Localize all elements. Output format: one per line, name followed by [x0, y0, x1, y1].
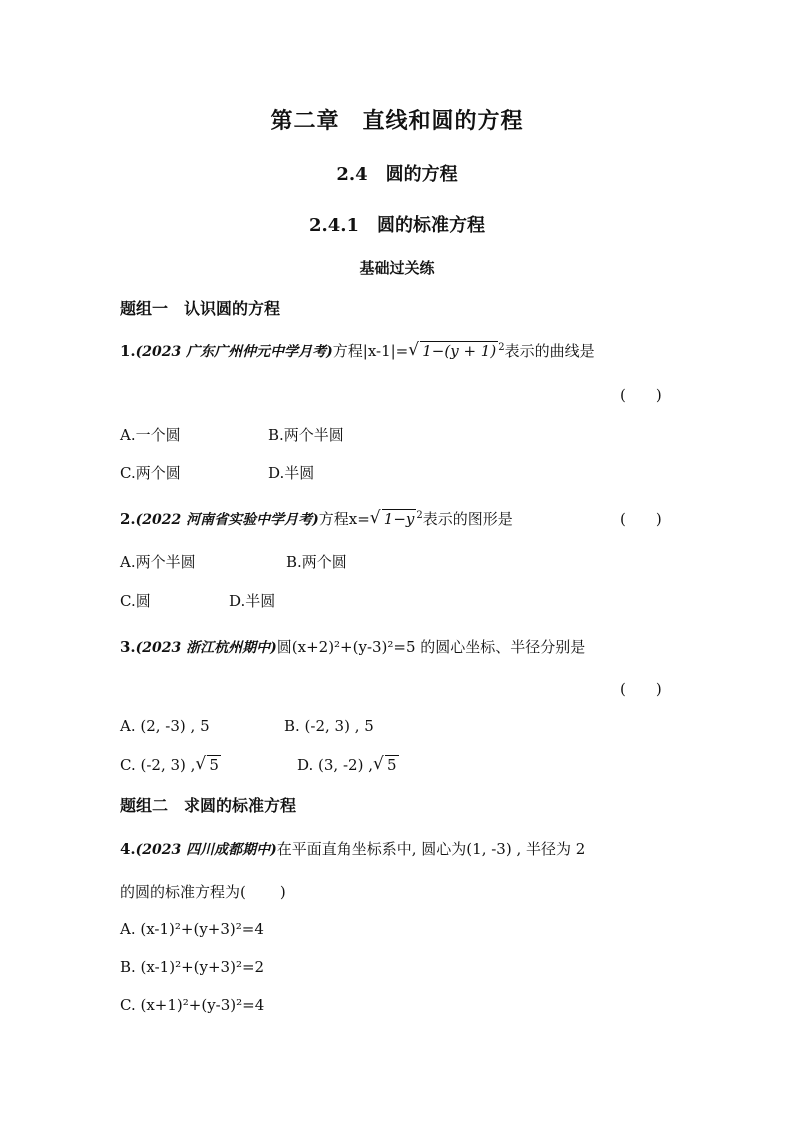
q2-option-d: D.半圆 — [229, 592, 276, 610]
question-3 — [120, 636, 585, 657]
q4-text-2b: ) — [279, 883, 286, 901]
q2-post: 表示的图形是 — [422, 510, 513, 528]
q1-option-b: B.两个半圆 — [268, 426, 344, 444]
q4-text-2: 的圆的标准方程为( — [120, 883, 246, 901]
q3-option-c — [120, 756, 221, 774]
q2-option-a: A.两个半圆 — [120, 553, 196, 571]
q2-radicand: 1−y — [383, 510, 415, 528]
q4-option-c: C. (x+1)²+(y-3)²=4 — [120, 996, 265, 1014]
q1-radicand: 1−(y + 1) — [422, 342, 497, 360]
q1-post: 表示的曲线是 — [504, 342, 595, 360]
q3-number: 3. — [120, 638, 136, 656]
chapter-title: 第二章 直线和圆的方程 — [270, 108, 524, 134]
section-title: 2.4 圆的方程 — [336, 164, 458, 185]
q1-sqrt: √ 1−(y + 1) $^2$ — [408, 342, 504, 360]
q1-option-c: C.两个圆 — [120, 464, 181, 482]
q3-option-d — [297, 756, 399, 774]
q2-option-b: B.两个圆 — [286, 553, 347, 571]
q1-pre: 方程|x-1|= — [332, 342, 409, 360]
q3-text: 圆(x+2)²+(y-3)²=5 的圆心坐标、半径分别是 — [276, 638, 586, 656]
group-2-heading: 题组二 求圆的标准方程 — [120, 796, 297, 815]
q3-option-b: B. (-2, 3) , 5 — [284, 717, 374, 735]
q2-number: 2. — [120, 510, 136, 528]
q3-option-a: A. (2, -3) , 5 — [120, 717, 210, 735]
question-1 — [120, 340, 595, 361]
q4-option-b: B. (x-1)²+(y+3)²=2 — [120, 958, 265, 976]
question-4-line-1 — [120, 838, 585, 859]
q4-source: (2023 四川成都期中) — [135, 842, 277, 858]
q4-option-a: A. (x-1)²+(y+3)²=4 — [120, 920, 264, 938]
q2-sqrt: √ 1−y $^2$ — [370, 510, 423, 528]
q3-option-d-radicand: 5 — [386, 756, 397, 774]
q1-answer-paren: ( ) — [620, 386, 662, 404]
q3-option-d-sqrt — [373, 756, 399, 774]
q2-pre: 方程x= — [318, 510, 370, 528]
q3-answer-paren: ( ) — [620, 680, 662, 698]
q3-option-d-text: D. (3, -2) , — [297, 756, 373, 774]
q2-answer-paren: ( ) — [620, 510, 662, 528]
q2-option-c: C.圆 — [120, 592, 151, 610]
q1-number: 1. — [120, 342, 136, 360]
q1-source: (2023 广东广州仲元中学月考) — [135, 344, 333, 360]
q4-text-1: 在平面直角坐标系中, 圆心为(1, -3) , 半径为 2 — [276, 840, 586, 858]
q4-number: 4. — [120, 840, 136, 858]
subsection-title: 2.4.1 圆的标准方程 — [308, 215, 486, 236]
question-2 — [120, 508, 513, 529]
q1-option-a: A.一个圆 — [120, 426, 181, 444]
q1-option-d: D.半圆 — [268, 464, 315, 482]
q3-option-c-radicand: 5 — [209, 756, 219, 774]
group-1-heading: 题组一 认识圆的方程 — [120, 299, 281, 318]
question-4-line-2 — [120, 881, 286, 902]
q3-source: (2023 浙江杭州期中) — [135, 640, 277, 656]
q3-option-c-sqrt — [195, 756, 221, 774]
practice-heading: 基础过关练 — [359, 259, 435, 277]
q2-source: (2022 河南省实验中学月考) — [135, 512, 319, 528]
q3-option-c-text: C. (-2, 3) , — [120, 756, 196, 774]
